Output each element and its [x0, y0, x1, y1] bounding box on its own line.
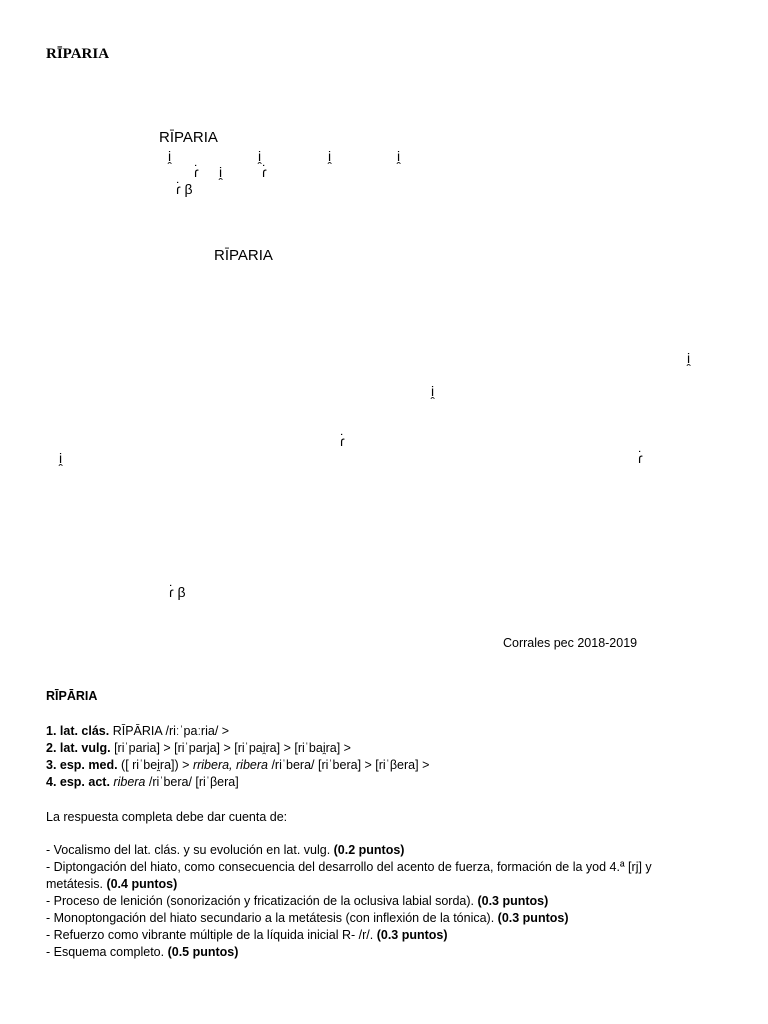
step-label: 3. esp. med. — [46, 758, 118, 772]
step-text: [riˈparia] > [riˈparja] > [riˈpai̯ra] > [riˈbai̯ra] > — [110, 741, 351, 755]
fragment-glyph: ɾ̇ — [262, 164, 267, 180]
step-label: 2. lat. vulg. — [46, 741, 111, 755]
criterion-points: (0.3 puntos) — [477, 894, 549, 908]
criterion — [46, 910, 706, 927]
criterion-points: (0.4 puntos) — [106, 877, 178, 891]
criterion-text: - Proceso de lenición (sonorización y fricatización de la oclusiva labial sorda). — [46, 894, 478, 908]
criteria-intro: La respuesta completa debe dar cuenta de: — [46, 810, 288, 824]
fragment-word: RĪPARIA — [159, 129, 218, 146]
criterion-points: (0.2 puntos) — [333, 843, 405, 857]
fragment-glyph: ɾ̇ β — [176, 181, 193, 197]
fragment-glyph: ɾ̇ — [340, 433, 345, 449]
criterion-text: - Diptongación del hiato, como consecuencia del desarrollo del acento de fuerza, formación de la yod 4.ª [rj] y metátesis. — [46, 860, 652, 891]
fragment-glyph: i̯ — [687, 350, 691, 366]
criterion — [46, 927, 706, 944]
fragment-word: RĪPARIA — [214, 247, 273, 264]
criterion-text: - Esquema completo. — [46, 945, 168, 959]
step-3 — [46, 757, 429, 774]
step-italic: ribera — [113, 775, 146, 789]
evolution-steps — [46, 723, 429, 791]
fragment-glyph: i̯ — [168, 148, 172, 164]
step-text: /riˈbera/ [riˈbera] > [riˈβera] > — [267, 758, 430, 772]
step-text: RĪPĀRIA /riːˈpaːria/ > — [109, 724, 230, 738]
credit-line: Corrales pec 2018-2019 — [503, 636, 638, 650]
step-italic: rribera, ribera — [192, 758, 268, 772]
criterion — [46, 893, 706, 910]
fragment-glyph: i̯ — [59, 450, 63, 466]
fragment-glyph: i̯ — [431, 383, 435, 399]
fragment-glyph: i̯ — [219, 164, 223, 180]
page-title: RĪPARIA — [46, 46, 110, 62]
fragment-glyph: i̯ — [328, 148, 332, 164]
criterion — [46, 944, 706, 961]
criterion-points: (0.3 puntos) — [376, 928, 448, 942]
criterion — [46, 859, 706, 893]
fragment-glyph: ɾ̇ — [638, 450, 643, 466]
fragment-glyph: ɾ̇ — [194, 164, 199, 180]
criterion-points: (0.3 puntos) — [497, 911, 569, 925]
step-text: /riˈbera/ [riˈβera] — [145, 775, 239, 789]
step-2 — [46, 740, 429, 757]
step-1 — [46, 723, 429, 740]
step-label: 4. esp. act. — [46, 775, 110, 789]
step-4 — [46, 774, 429, 791]
step-label: 1. lat. clás. — [46, 724, 110, 738]
step-text: ([ riˈbei̯ra]) > — [117, 758, 193, 772]
criterion — [46, 842, 706, 859]
answer-title: RĪPĀRIA — [46, 689, 98, 703]
fragment-glyph: ɾ̇ β — [169, 584, 186, 600]
criterion-points: (0.5 puntos) — [167, 945, 239, 959]
fragment-glyph: i̯ — [397, 148, 401, 164]
criterion-text: - Vocalismo del lat. clás. y su evolución en lat. vulg. — [46, 843, 334, 857]
fragment-glyph: i̯ — [258, 148, 262, 164]
criterion-text: - Refuerzo como vibrante múltiple de la líquida inicial R- /r/. — [46, 928, 377, 942]
criterion-text: - Monoptongación del hiato secundario a la metátesis (con inflexión de la tónica). — [46, 911, 498, 925]
criteria-list — [46, 842, 706, 961]
